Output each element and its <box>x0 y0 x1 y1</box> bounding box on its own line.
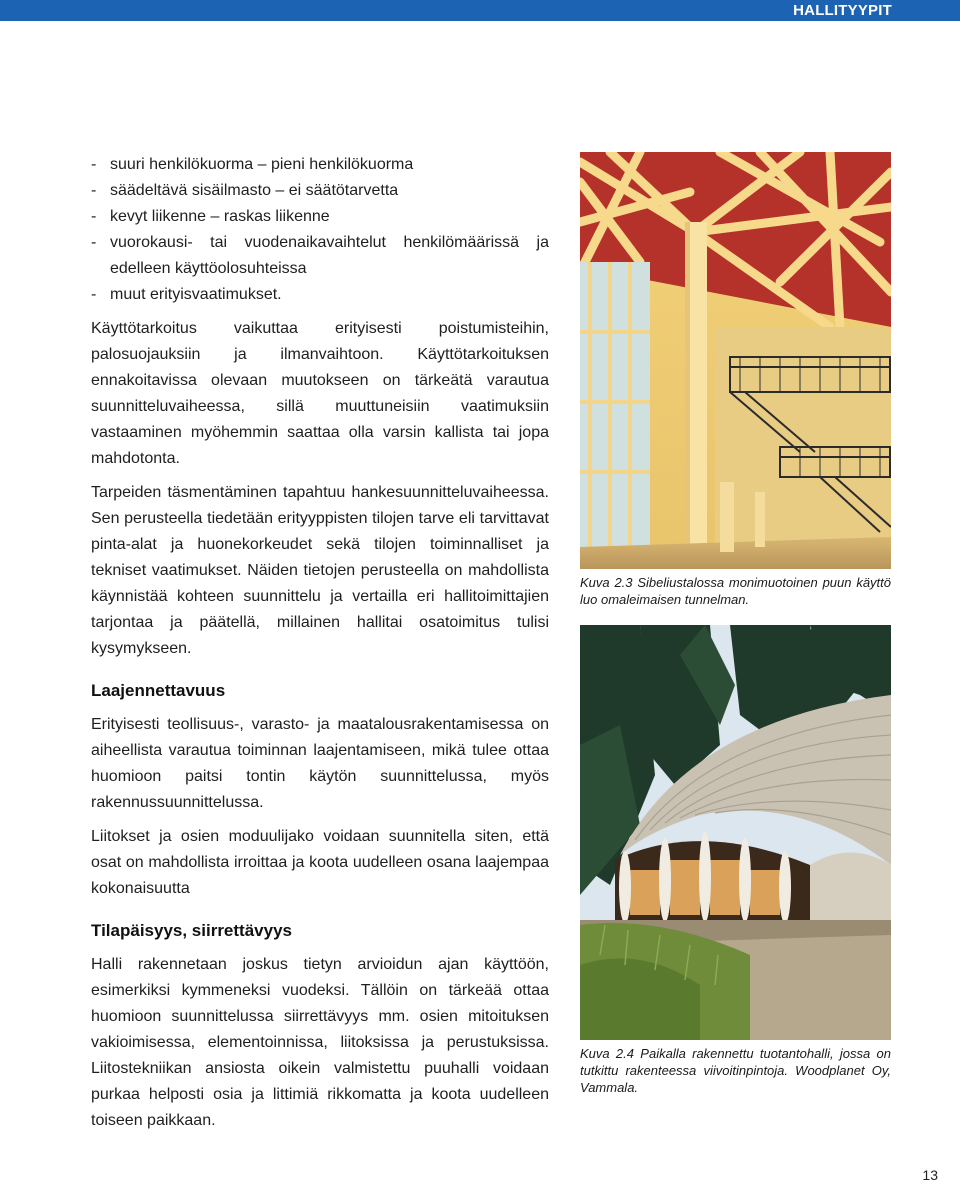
paragraph-temporary: Halli rakennetaan joskus tietyn arvioidun ajan käyttöön, esimerkiksi kymmeneksi vuodeksi. Tällöin on tärkeää ottaa huomioon suunnittelussa siirrettävyys mm. osien mitoituksen vakioimisessa, elementoinnissa, liitoksissa ja perustuksissa. Liitostekniikan ansiosta oikein valmistettu puuhalli voidaan purkaa helposti osia ja littimiä rikkomatta ja koota uudelleen toiseen paikkaan. <box>91 956 549 1129</box>
requirement-list <box>91 152 549 308</box>
paragraph-needs: Tarpeiden täsmentäminen tapahtuu hankesuunnitteluvaiheessa. Sen perusteella tiedetään erityyppisten tilojen tarve eli tarvittavat pinta-alat ja huonekorkeudet sekä tilojen toiminnalliset ja tekniset vaatimukset. Näiden tietojen perusteella on mahdollista käynnistää kohteen suunnittelu ja vertailla eri hallitoimittajien tarjontaa ja päätellä, millainen hallitai osatoimitus tulisi kysymykseen. <box>91 484 549 657</box>
section-title: HALLITYYPIT <box>793 2 892 19</box>
list-item: - vuorokausi- tai vuodenaikavaihtelut henkilömäärissä ja edelleen käyttöolosuhteissa <box>91 230 549 282</box>
list-marker: - <box>91 234 97 251</box>
list-marker: - <box>91 208 97 225</box>
paragraph-joints: Liitokset ja osien moduulijako voidaan suunnitella siten, että osat on mahdollista irroittaa ja koota uudelleen osana laajempaa kokonaisuutta <box>91 828 549 897</box>
list-item: - suuri henkilökuorma – pieni henkilökuorma <box>91 152 549 178</box>
page-number: 13 <box>922 1167 938 1183</box>
figure-caption: Kuva 2.4 Paikalla rakennettu tuotantohalli, jossa on tutkittu rakenteessa viivoitinpintoja. Woodplanet Oy, Vammala. <box>580 1046 891 1095</box>
list-marker: - <box>91 156 97 173</box>
paragraph-expansion: Erityisesti teollisuus-, varasto- ja maatalousrakentamisessa on aiheellista varautua toiminnan laajentamiseen, mikä tulee ottaa huomioon paitsi tontin käytön suunnittelussa, myös rakennussuunnittelussa. <box>91 716 549 811</box>
list-marker: - <box>91 286 97 303</box>
paragraph-purpose: Käyttötarkoitus vaikuttaa erityisesti poistumisteihin, palosuojauksiin ja ilmanvaihtoon. Käyttötarkoituksen ennakoitavissa olevaan muutokseen on tärkeätä varautua suunnitteluvaiheessa, sillä muuttuneisiin vaatimuksiin vastaaminen myöhemmin saattaa olla varsin kallista tai jopa mahdotonta. <box>91 320 549 467</box>
list-item: - kevyt liikenne – raskas liikenne <box>91 204 549 230</box>
heading-laajennettavuus: Laajennettavuus <box>91 681 226 700</box>
list-item: - säädeltävä sisäilmasto – ei säätötarvetta <box>91 178 549 204</box>
main-text-column <box>91 152 549 1134</box>
list-item: - muut erityisvaatimukset. <box>91 282 549 308</box>
heading-tilapaisyys: Tilapäisyys, siirrettävyys <box>91 921 292 940</box>
list-marker: - <box>91 182 97 199</box>
exterior-photo <box>580 625 891 1040</box>
figure-caption: Kuva 2.3 Sibeliustalossa monimuotoinen puun käyttö luo omaleimaisen tunnelman. <box>580 575 891 607</box>
interior-photo <box>580 152 891 569</box>
